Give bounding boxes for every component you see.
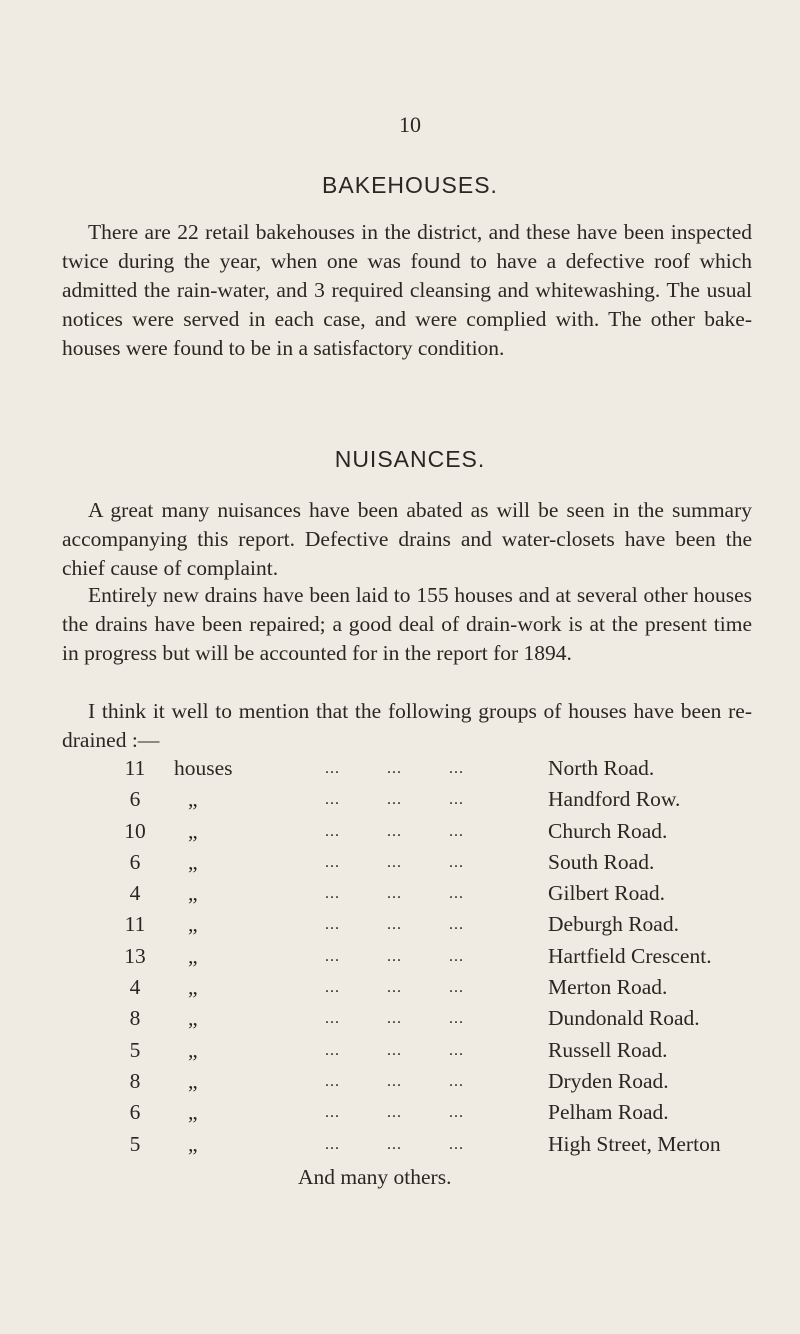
ditto-mark: „ bbox=[188, 818, 198, 843]
leader-dot-group: ... bbox=[449, 979, 464, 997]
leader-dot-group: ... bbox=[325, 822, 340, 840]
nuisances-paragraph-2: Entirely new drains have been laid to 155 houses and at several other houses the drains have been repaired; a good deal of drain-work is at the present time in progress but will be accounted for in the report for 1894. bbox=[62, 583, 752, 665]
leader-dot-group: ... bbox=[325, 885, 340, 903]
redrained-row bbox=[60, 944, 750, 975]
leader-dot-group: ... bbox=[325, 1135, 340, 1153]
street-name: Merton Road. bbox=[548, 975, 668, 1000]
leader-dot-group: ... bbox=[449, 822, 464, 840]
leader-dots bbox=[325, 1136, 515, 1154]
leader-dots bbox=[325, 854, 515, 872]
leader-dot-group: ... bbox=[449, 760, 464, 777]
house-count: 5 bbox=[129, 1131, 141, 1156]
house-count: 5 bbox=[129, 1037, 141, 1062]
leader-dot-group: ... bbox=[449, 853, 464, 871]
leader-dot-group: ... bbox=[387, 947, 402, 965]
leader-dot-group: ... bbox=[449, 1072, 464, 1090]
leader-dots bbox=[325, 1073, 515, 1091]
street-name: Dryden Road. bbox=[548, 1068, 669, 1093]
leader-dot-group: ... bbox=[387, 791, 402, 809]
leader-dot-group: ... bbox=[325, 1010, 340, 1028]
leader-dot-group: ... bbox=[387, 1072, 402, 1090]
ditto-mark: „ bbox=[188, 849, 198, 874]
leader-dots bbox=[325, 979, 515, 997]
redrained-row bbox=[60, 819, 750, 850]
redrained-row bbox=[60, 850, 750, 881]
house-count: 6 bbox=[129, 1100, 141, 1125]
leader-dot-group: ... bbox=[387, 979, 402, 997]
leader-dots bbox=[325, 1104, 515, 1122]
leader-dots bbox=[325, 791, 515, 809]
house-count: 8 bbox=[129, 1006, 141, 1031]
street-name: Russell Road. bbox=[548, 1037, 668, 1062]
leader-dot-group: ... bbox=[325, 760, 340, 777]
leader-dot-group: ... bbox=[325, 947, 340, 965]
house-count: 11 bbox=[124, 756, 146, 780]
house-count: 4 bbox=[129, 975, 141, 1000]
nuisances-paragraph-3: I think it well to mention that the following groups of houses have been re-drained :— bbox=[62, 699, 752, 752]
leader-dot-group: ... bbox=[387, 1041, 402, 1059]
house-count: 4 bbox=[129, 881, 141, 906]
nuisances-heading: NUISANCES. bbox=[334, 446, 486, 472]
leader-dot-group: ... bbox=[449, 916, 464, 934]
leader-dot-group: ... bbox=[449, 1041, 464, 1059]
leader-dots bbox=[325, 885, 515, 903]
redrained-row bbox=[60, 1038, 750, 1069]
redrained-row bbox=[60, 1100, 750, 1131]
ditto-mark: „ bbox=[188, 1006, 198, 1031]
leader-dot-group: ... bbox=[387, 1135, 402, 1153]
leader-dots bbox=[325, 1042, 515, 1060]
leader-dot-group: ... bbox=[449, 791, 464, 809]
leader-dot-group: ... bbox=[449, 1135, 464, 1153]
house-count: 10 bbox=[124, 818, 146, 843]
leader-dot-group: ... bbox=[387, 1010, 402, 1028]
ditto-mark: „ bbox=[188, 943, 198, 968]
street-name: Pelham Road. bbox=[548, 1100, 669, 1125]
document-page bbox=[60, 0, 750, 1334]
redrained-row bbox=[60, 787, 750, 818]
leader-dot-group: ... bbox=[325, 916, 340, 934]
bakehouses-heading: BAKEHOUSES. bbox=[322, 172, 498, 198]
leader-dot-group: ... bbox=[449, 885, 464, 903]
street-name: North Road. bbox=[548, 756, 655, 780]
leader-dot-group: ... bbox=[387, 822, 402, 840]
leader-dot-group: ... bbox=[325, 853, 340, 871]
house-count: 11 bbox=[124, 912, 146, 937]
street-name: Deburgh Road. bbox=[548, 912, 679, 937]
leader-dots bbox=[325, 916, 515, 934]
street-name: High Street, Merton bbox=[548, 1131, 721, 1156]
ditto-mark: „ bbox=[188, 881, 198, 906]
leader-dot-group: ... bbox=[387, 916, 402, 934]
street-name: Hartfield Crescent. bbox=[548, 943, 712, 968]
street-name: Handford Row. bbox=[548, 787, 681, 812]
redrained-row bbox=[60, 975, 750, 1006]
house-count: 6 bbox=[129, 849, 141, 874]
leader-dot-group: ... bbox=[387, 853, 402, 871]
leader-dot-group: ... bbox=[325, 1041, 340, 1059]
house-count: 13 bbox=[124, 943, 146, 968]
ditto-mark: „ bbox=[188, 1037, 198, 1062]
leader-dots bbox=[325, 760, 515, 778]
ditto-mark: „ bbox=[188, 1100, 198, 1125]
redrained-row bbox=[60, 1132, 750, 1163]
leader-dot-group: ... bbox=[387, 760, 402, 777]
leader-dots bbox=[325, 948, 515, 966]
redrained-row bbox=[60, 1006, 750, 1037]
leader-dot-group: ... bbox=[325, 1072, 340, 1090]
street-name: South Road. bbox=[548, 849, 655, 874]
ditto-mark: „ bbox=[188, 912, 198, 937]
leader-dot-group: ... bbox=[449, 947, 464, 965]
leader-dot-group: ... bbox=[387, 885, 402, 903]
street-name: Dundonald Road. bbox=[548, 1006, 700, 1031]
leader-dot-group: ... bbox=[325, 1104, 340, 1122]
bakehouses-paragraph: There are 22 retail bakehouses in the district, and these have been inspected twice during the year, when one was found to have a defective roof which admitted the rain-water, and 3 required cleansing and whitewashing. The usual notices were served in each case, and were complied with. The other bake-houses were found to be in a satisfactory condition. bbox=[62, 220, 752, 360]
street-name: Gilbert Road. bbox=[548, 881, 666, 906]
ditto-mark: „ bbox=[188, 1131, 198, 1156]
redrained-row bbox=[60, 881, 750, 912]
house-count: 8 bbox=[129, 1068, 141, 1093]
closing-line: And many others. bbox=[298, 1165, 452, 1189]
leader-dots bbox=[325, 823, 515, 841]
leader-dot-group: ... bbox=[449, 1010, 464, 1028]
leader-dot-group: ... bbox=[449, 1104, 464, 1122]
redrained-row bbox=[60, 1069, 750, 1100]
redrained-row bbox=[60, 756, 750, 787]
leader-dot-group: ... bbox=[325, 979, 340, 997]
ditto-mark: „ bbox=[188, 787, 198, 812]
leader-dot-group: ... bbox=[387, 1104, 402, 1122]
leader-dot-group: ... bbox=[325, 791, 340, 809]
redrained-houses-list bbox=[60, 756, 750, 1163]
ditto-mark: „ bbox=[188, 1068, 198, 1093]
ditto-mark: „ bbox=[188, 975, 198, 1000]
nuisances-paragraph-1: A great many nuisances have been abated as will be seen in the summary accompanying this report. Defective drains and water-closets have been the chief cause of complaint. bbox=[62, 498, 752, 580]
page-number: 10 bbox=[399, 112, 421, 137]
leader-dots bbox=[325, 1010, 515, 1028]
street-name: Church Road. bbox=[548, 818, 668, 843]
unit-label: houses bbox=[174, 756, 233, 780]
house-count: 6 bbox=[129, 787, 141, 812]
redrained-row bbox=[60, 912, 750, 943]
